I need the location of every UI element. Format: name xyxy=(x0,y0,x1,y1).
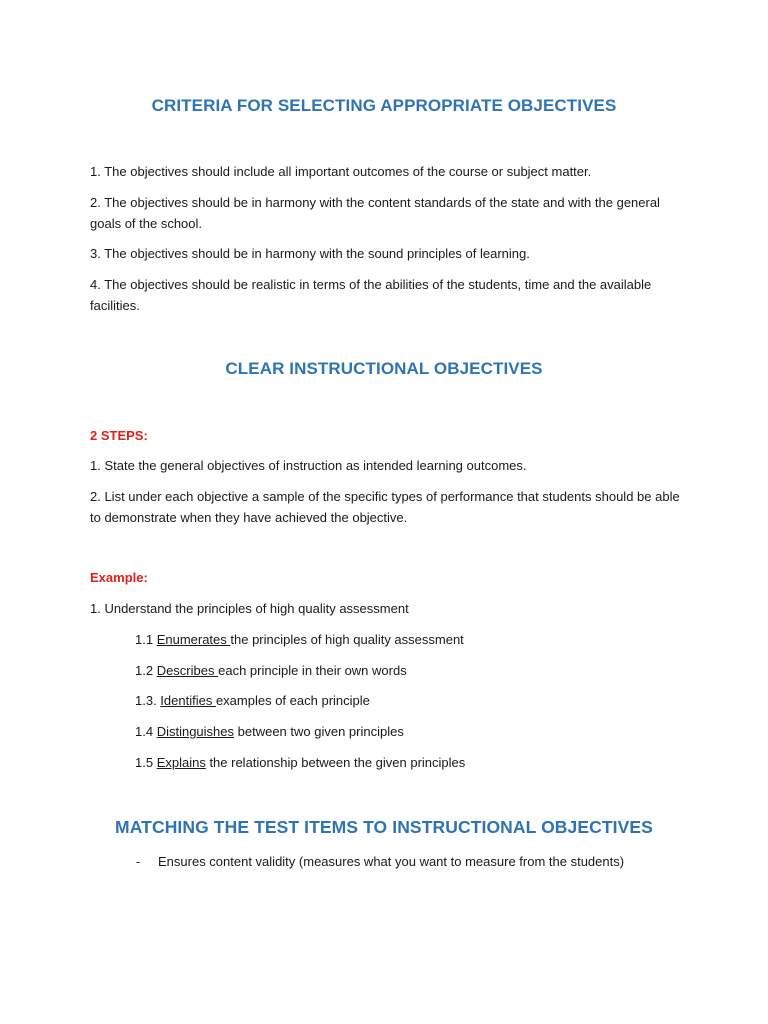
sub-item-verb: Enumerates xyxy=(156,632,231,647)
sub-item-rest: the relationship between the given principles xyxy=(205,755,466,770)
sub-item-rest: each principle in their own words xyxy=(218,663,407,678)
example-label: Example: xyxy=(90,570,148,585)
sub-item-rest: examples of each principle xyxy=(215,693,370,708)
criteria-item-3: 3. The objectives should be in harmony with the sound principles of learning. xyxy=(90,246,530,261)
sub-item-number: 1.1 xyxy=(135,632,157,647)
sub-item-verb: Distinguishes xyxy=(156,724,235,739)
section-title-criteria: CRITERIA FOR SELECTING APPROPRIATE OBJECTIVES xyxy=(151,96,617,115)
sub-item-number: 1.3. xyxy=(135,693,161,708)
example-sub-item xyxy=(135,752,465,773)
example-sub-item xyxy=(135,721,404,742)
section-title-clear-objectives: CLEAR INSTRUCTIONAL OBJECTIVES xyxy=(225,359,543,378)
sub-item-verb: Explains xyxy=(156,755,206,770)
example-main-objective: 1. Understand the principles of high quality assessment xyxy=(90,601,409,616)
criteria-item-2: 2. The objectives should be in harmony with the content standards of the state and with the general goals of the school. xyxy=(90,195,660,231)
step-item-1: 1. State the general objectives of instruction as intended learning outcomes. xyxy=(90,458,527,473)
sub-item-verb: Describes xyxy=(156,663,219,678)
section-title-matching: MATCHING THE TEST ITEMS TO INSTRUCTIONAL OBJECTIVES xyxy=(115,817,653,837)
criteria-item-4: 4. The objectives should be realistic in terms of the abilities of the students, time and the available facilities. xyxy=(90,277,652,313)
example-sub-item xyxy=(135,660,407,681)
sub-item-verb: Identifies xyxy=(160,693,216,708)
criteria-item-1: 1. The objectives should include all important outcomes of the course or subject matter. xyxy=(90,164,592,179)
sub-item-number: 1.4 xyxy=(135,724,157,739)
bullet-dash: - xyxy=(136,854,141,869)
sub-item-number: 1.2 xyxy=(135,663,157,678)
sub-item-rest: the principles of high quality assessment xyxy=(230,632,464,647)
bullet-content-validity: Ensures content validity (measures what you want to measure from the students) xyxy=(158,854,625,869)
sub-item-rest: between two given principles xyxy=(234,724,404,739)
step-item-2: 2. List under each objective a sample of the specific types of performance that students should be able to demonstrate when they have achieved the objective. xyxy=(90,489,680,525)
example-sub-item xyxy=(135,690,370,711)
steps-label: 2 STEPS: xyxy=(90,428,148,443)
sub-item-number: 1.5 xyxy=(135,755,157,770)
example-sub-item xyxy=(135,629,464,650)
